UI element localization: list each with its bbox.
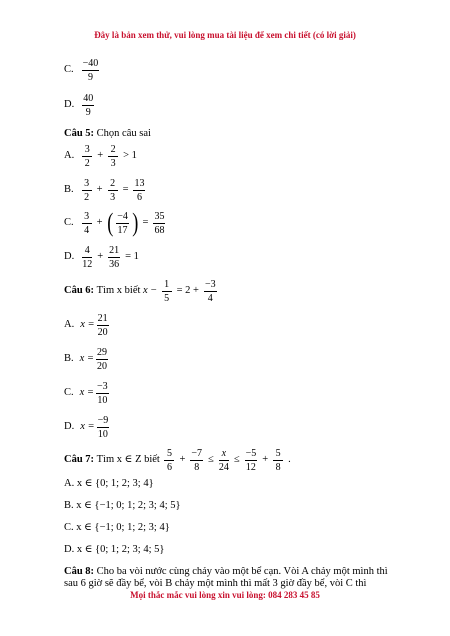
operator: +	[96, 184, 103, 196]
numerator: −5	[245, 448, 257, 459]
denominator: 17	[117, 224, 128, 236]
numerator: −3	[97, 381, 108, 392]
equals: =	[142, 216, 149, 228]
q5-option-d	[64, 245, 142, 270]
contact-footer-banner: Mọi thắc mắc vui lòng xin vui lòng: 084 283 45 85	[130, 590, 320, 600]
q6-option-d	[64, 415, 111, 440]
variable: x =	[79, 387, 95, 399]
numerator: x	[219, 448, 229, 461]
fraction	[82, 144, 92, 169]
numerator: 2	[108, 144, 118, 157]
denominator: 4	[207, 293, 213, 304]
fraction	[153, 211, 165, 236]
question-number: Câu 7:	[64, 454, 95, 466]
comparison: = 1	[125, 251, 139, 263]
fraction	[108, 144, 118, 169]
variable: x	[143, 285, 148, 297]
denominator: 9	[85, 107, 91, 118]
q5-option-c	[64, 210, 167, 236]
numerator: 3	[82, 211, 92, 224]
denominator: 12	[82, 259, 93, 270]
question-number: Câu 6:	[64, 285, 95, 297]
option-label: D.	[64, 99, 75, 111]
denominator: 10	[97, 429, 108, 440]
denominator: 6	[166, 462, 172, 473]
fraction	[82, 93, 94, 118]
fraction	[97, 415, 110, 440]
q7-option-b	[64, 500, 181, 512]
comparison: ≤	[208, 454, 214, 466]
option-label: B.	[64, 353, 74, 365]
fraction	[190, 448, 203, 473]
question-5-heading	[64, 128, 151, 140]
comparison: > 1	[123, 150, 137, 162]
operator: +	[97, 150, 104, 162]
denominator: 3	[110, 192, 116, 203]
question-text: Cho ba vòi nước cùng chảy vào một bể cạn. Vòi A chảy một mình thì	[96, 566, 388, 577]
denominator: 12	[245, 462, 256, 473]
option-label: C.	[64, 216, 74, 228]
option-c-prev	[64, 58, 101, 83]
numerator: 35	[154, 210, 165, 222]
denominator: 8	[194, 462, 200, 473]
numerator: 5	[273, 448, 283, 461]
denominator: 10	[97, 395, 108, 406]
comparison: ≤	[233, 454, 240, 466]
question-text: sau 6 giờ sẽ đầy bể, vòi B chảy một mình thì mất 3 giờ đầy bể, vòi C thì	[64, 578, 367, 589]
question-text: Tìm x biết	[96, 285, 141, 297]
numerator: 13	[134, 178, 145, 189]
operator: −	[150, 285, 157, 297]
option-text: B. x ∈ {−1; 0; 1; 2; 3; 4; 5}	[64, 500, 181, 511]
fraction	[82, 178, 92, 203]
numerator: 3	[82, 178, 92, 191]
option-text: A. x ∈ {0; 1; 2; 3; 4}	[64, 478, 154, 489]
question-8-line-2	[64, 578, 366, 590]
fraction	[219, 448, 229, 473]
denominator: 5	[164, 293, 170, 304]
left-paren: (	[106, 208, 113, 237]
question-8-heading	[64, 566, 388, 578]
numerator: −9	[97, 415, 109, 426]
numerator: 2	[108, 178, 118, 191]
variable: x =	[80, 421, 95, 433]
numerator: −4	[117, 210, 128, 222]
numerator: 1	[162, 279, 172, 292]
denominator: 2	[84, 192, 90, 203]
q5-option-b	[64, 178, 147, 203]
q6-option-b	[64, 347, 110, 372]
denominator: 20	[97, 361, 108, 372]
question-7-heading	[64, 448, 294, 473]
denominator: 4	[84, 224, 90, 236]
option-label: A.	[64, 319, 75, 331]
fraction	[82, 211, 92, 236]
numerator: −7	[191, 448, 203, 459]
q5-option-a	[64, 144, 140, 169]
fraction	[116, 211, 129, 236]
fraction	[204, 279, 217, 304]
fraction	[164, 448, 174, 473]
q7-option-c	[64, 522, 170, 534]
question-number: Câu 5:	[64, 128, 95, 139]
question-text: Tìm x ∈ Z biết	[96, 454, 160, 466]
option-label: B.	[64, 184, 74, 196]
question-text: Chọn câu sai	[96, 128, 151, 139]
fraction	[97, 313, 109, 338]
numerator: −3	[204, 279, 216, 290]
denominator: 20	[97, 327, 108, 338]
fraction	[245, 448, 258, 473]
right-paren: )	[132, 208, 139, 237]
denominator: 2	[84, 158, 90, 169]
q6-option-a	[64, 313, 111, 338]
fraction	[96, 347, 108, 372]
numerator: 21	[109, 245, 120, 256]
fraction	[82, 58, 100, 83]
numerator: −40	[82, 58, 99, 69]
denominator: 68	[154, 224, 165, 236]
denominator: 3	[110, 158, 116, 169]
q6-option-c	[64, 381, 111, 406]
equals: = 2 +	[176, 285, 199, 297]
option-label: C.	[64, 387, 74, 399]
denominator: 6	[136, 192, 142, 203]
question-number: Câu 8:	[64, 566, 95, 577]
denominator: 9	[87, 72, 93, 83]
numerator: 3	[82, 144, 92, 157]
numerator: 29	[97, 347, 108, 358]
period: .	[288, 454, 291, 466]
operator: +	[96, 216, 103, 228]
denominator: 24	[218, 462, 229, 473]
q7-option-d	[64, 544, 164, 556]
denominator: 8	[275, 462, 281, 473]
variable: x =	[79, 353, 95, 365]
option-text: C. x ∈ {−1; 0; 1; 2; 3; 4}	[64, 522, 170, 533]
fraction	[162, 279, 172, 304]
denominator: 36	[109, 259, 120, 270]
q7-option-a	[64, 478, 154, 490]
operator: +	[97, 251, 104, 263]
operator: +	[179, 454, 186, 466]
option-label: D.	[64, 251, 75, 263]
question-6-heading	[64, 279, 219, 304]
fraction	[108, 245, 120, 270]
option-label: C.	[64, 64, 74, 76]
variable: x =	[80, 319, 95, 331]
fraction	[108, 178, 118, 203]
preview-notice-banner: Đây là bản xem thử, vui lòng mua tài liệu để xem chi tiết (có lời giải)	[94, 30, 356, 40]
fraction	[273, 448, 283, 473]
numerator: 4	[82, 245, 92, 258]
numerator: 21	[97, 313, 108, 324]
option-text: D. x ∈ {0; 1; 2; 3; 4; 5}	[64, 544, 165, 555]
fraction	[96, 381, 109, 406]
option-label: D.	[64, 421, 75, 433]
numerator: 40	[83, 93, 94, 104]
fraction	[82, 245, 92, 270]
fraction	[133, 178, 145, 203]
option-label: A.	[64, 150, 75, 162]
operator: +	[262, 454, 269, 466]
option-d-prev	[64, 93, 96, 118]
numerator: 5	[164, 448, 174, 461]
equals: =	[122, 184, 129, 196]
